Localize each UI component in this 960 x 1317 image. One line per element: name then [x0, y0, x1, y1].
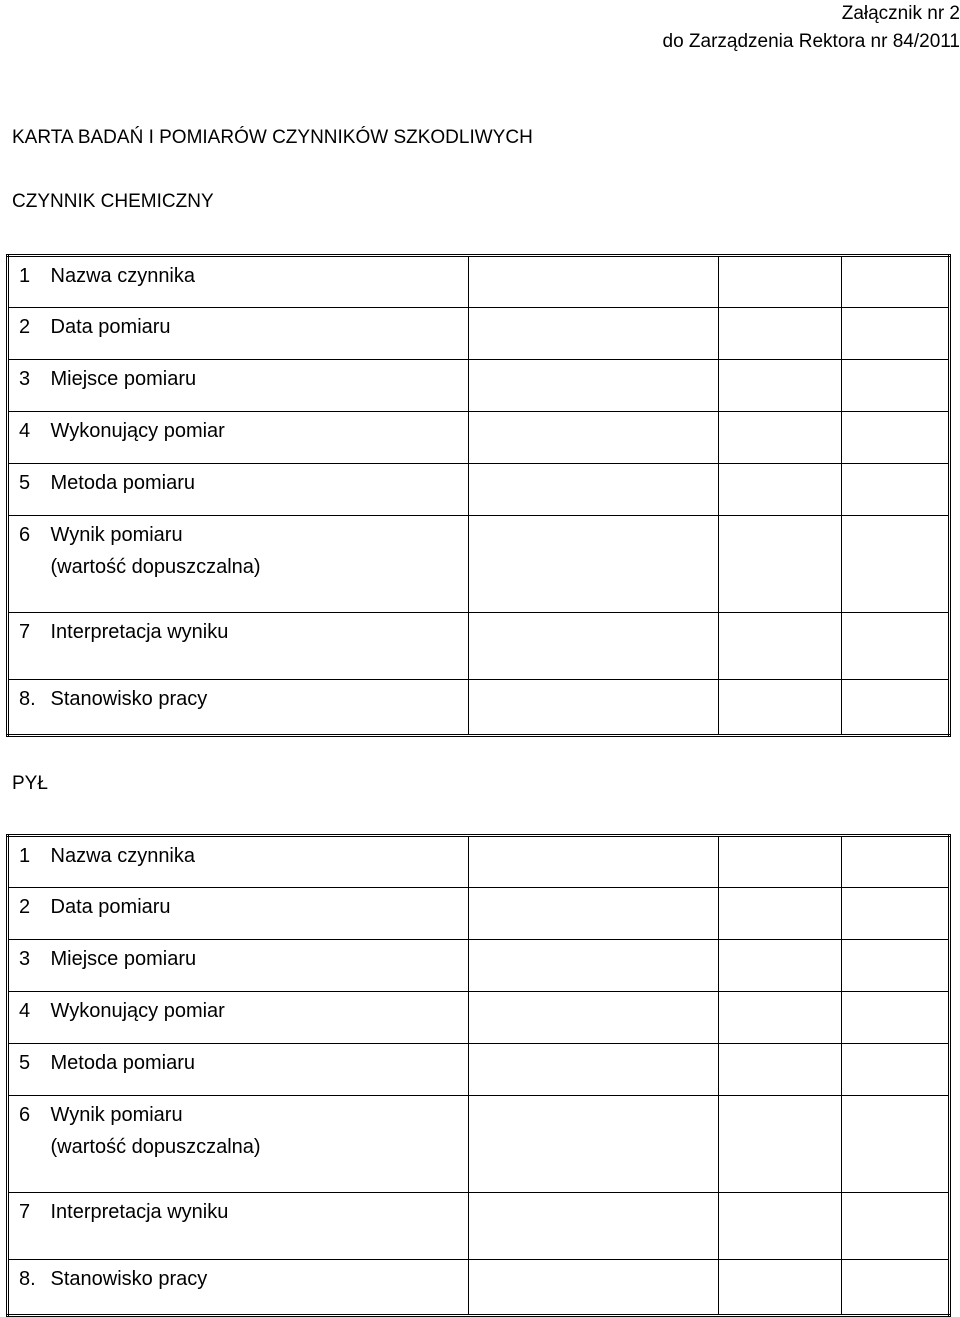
row-number: 8.	[8, 680, 45, 736]
entry-cell[interactable]	[469, 464, 719, 516]
entry-cell[interactable]	[719, 680, 842, 736]
row-label: Wykonujący pomiar	[45, 992, 469, 1044]
entry-cell[interactable]	[719, 256, 842, 308]
row-label: Metoda pomiaru	[45, 1044, 469, 1096]
entry-cell[interactable]	[469, 613, 719, 680]
entry-cell[interactable]	[469, 888, 719, 940]
attachment-number: Załącznik nr 2	[841, 3, 960, 24]
entry-cell[interactable]	[719, 1260, 842, 1316]
entry-cell[interactable]	[719, 412, 842, 464]
entry-cell[interactable]	[469, 1096, 719, 1193]
row-label: Nazwa czynnika	[45, 836, 469, 888]
entry-cell[interactable]	[719, 613, 842, 680]
table-row	[8, 516, 950, 613]
entry-cell[interactable]	[719, 888, 842, 940]
entry-cell[interactable]	[469, 256, 719, 308]
entry-cell[interactable]	[719, 992, 842, 1044]
entry-cell[interactable]	[842, 464, 950, 516]
section-heading-dust: PYŁ	[12, 773, 48, 794]
entry-cell[interactable]	[469, 992, 719, 1044]
entry-cell[interactable]	[469, 940, 719, 992]
entry-cell[interactable]	[842, 360, 950, 412]
entry-cell[interactable]	[842, 1260, 950, 1316]
table-row	[8, 464, 950, 516]
table-row	[8, 680, 950, 736]
row-label: Interpretacja wyniku	[45, 613, 469, 680]
row-label: Miejsce pomiaru	[45, 940, 469, 992]
entry-cell[interactable]	[719, 308, 842, 360]
row-label: Miejsce pomiaru	[45, 360, 469, 412]
entry-cell[interactable]	[842, 1096, 950, 1193]
table-row	[8, 888, 950, 940]
entry-cell[interactable]	[719, 1096, 842, 1193]
row-number: 2	[8, 888, 45, 940]
table-row	[8, 256, 950, 308]
table-row	[8, 1096, 950, 1193]
dust-factor-table	[6, 834, 951, 1317]
entry-cell[interactable]	[719, 940, 842, 992]
entry-cell[interactable]	[842, 940, 950, 992]
table-row	[8, 1044, 950, 1096]
entry-cell[interactable]	[842, 516, 950, 613]
row-number: 8.	[8, 1260, 45, 1316]
row-label: Stanowisko pracy	[45, 680, 469, 736]
row-number: 2	[8, 308, 45, 360]
entry-cell[interactable]	[842, 888, 950, 940]
entry-cell[interactable]	[842, 256, 950, 308]
table-row	[8, 360, 950, 412]
entry-cell[interactable]	[719, 1044, 842, 1096]
table-row	[8, 613, 950, 680]
row-number: 7	[8, 1193, 45, 1260]
attachment-header	[663, 0, 960, 56]
row-number: 3	[8, 360, 45, 412]
row-label-line: Wynik pomiaru	[50, 524, 183, 546]
entry-cell[interactable]	[719, 464, 842, 516]
entry-cell[interactable]	[842, 836, 950, 888]
table-row	[8, 1260, 950, 1316]
entry-cell[interactable]	[469, 516, 719, 613]
chemical-factor-table	[6, 254, 951, 737]
row-number: 7	[8, 613, 45, 680]
entry-cell[interactable]	[842, 1193, 950, 1260]
entry-cell[interactable]	[469, 360, 719, 412]
row-number: 5	[8, 464, 45, 516]
entry-cell[interactable]	[719, 360, 842, 412]
row-label: Stanowisko pracy	[45, 1260, 469, 1316]
entry-cell[interactable]	[842, 412, 950, 464]
entry-cell[interactable]	[842, 680, 950, 736]
entry-cell[interactable]	[469, 680, 719, 736]
entry-cell[interactable]	[842, 613, 950, 680]
row-number: 5	[8, 1044, 45, 1096]
order-reference: do Zarządzenia Rektora nr 84/2011	[662, 31, 960, 52]
row-number: 1	[8, 256, 45, 308]
row-label: Interpretacja wyniku	[45, 1193, 469, 1260]
row-label-line: (wartość dopuszczalna)	[50, 556, 261, 578]
row-label: Wykonujący pomiar	[45, 412, 469, 464]
row-label: Nazwa czynnika	[45, 256, 469, 308]
table-row	[8, 308, 950, 360]
table-row	[8, 940, 950, 992]
row-label: Metoda pomiaru	[45, 464, 469, 516]
entry-cell[interactable]	[842, 992, 950, 1044]
entry-cell[interactable]	[719, 836, 842, 888]
entry-cell[interactable]	[719, 516, 842, 613]
row-number: 4	[8, 412, 45, 464]
entry-cell[interactable]	[842, 308, 950, 360]
row-label: Data pomiaru	[45, 308, 469, 360]
row-label-line: (wartość dopuszczalna)	[50, 1136, 261, 1158]
row-label	[45, 516, 469, 613]
section-heading-chemical: CZYNNIK CHEMICZNY	[12, 191, 214, 212]
entry-cell[interactable]	[719, 1193, 842, 1260]
document-title: KARTA BADAŃ I POMIARÓW CZYNNIKÓW SZKODLIWYCH	[12, 127, 533, 148]
row-label	[45, 1096, 469, 1193]
row-number: 3	[8, 940, 45, 992]
table-row	[8, 992, 950, 1044]
row-label-line: Wynik pomiaru	[50, 1104, 183, 1126]
entry-cell[interactable]	[469, 308, 719, 360]
entry-cell[interactable]	[469, 1044, 719, 1096]
entry-cell[interactable]	[469, 836, 719, 888]
row-number: 6	[8, 516, 45, 613]
entry-cell[interactable]	[842, 1044, 950, 1096]
table-row	[8, 1193, 950, 1260]
row-number: 6	[8, 1096, 45, 1193]
table-row	[8, 836, 950, 888]
table-row	[8, 412, 950, 464]
entry-cell[interactable]	[469, 1193, 719, 1260]
row-number: 4	[8, 992, 45, 1044]
row-number: 1	[8, 836, 45, 888]
entry-cell[interactable]	[469, 1260, 719, 1316]
entry-cell[interactable]	[469, 412, 719, 464]
row-label: Data pomiaru	[45, 888, 469, 940]
